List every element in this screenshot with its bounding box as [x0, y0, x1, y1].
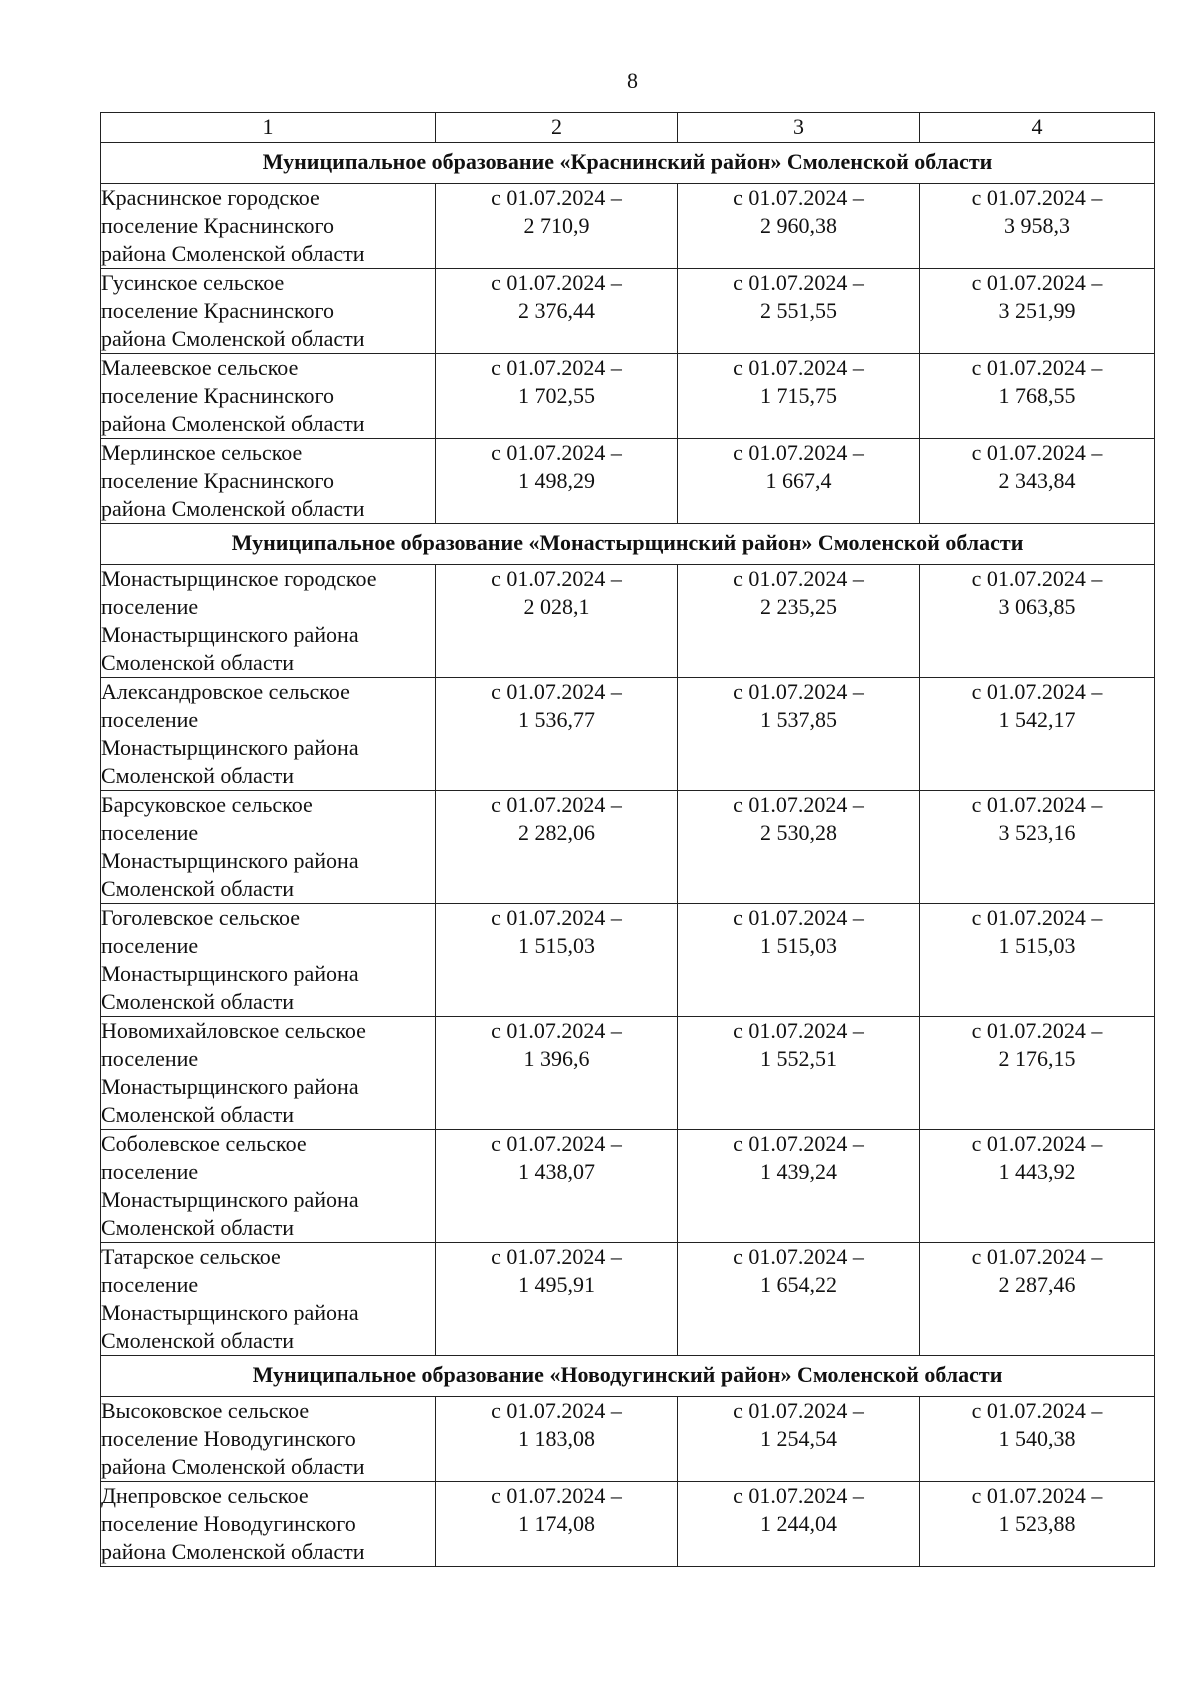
value-cell-col4	[920, 1130, 1155, 1243]
settlement-name-line: района Смоленской области	[101, 496, 365, 521]
settlement-name-cell	[101, 1243, 436, 1356]
settlement-name-line: района Смоленской области	[101, 1454, 365, 1479]
settlement-name-line: Новомихайловское сельское	[101, 1018, 366, 1043]
settlement-name-line: Монастырщинского района	[101, 622, 359, 647]
effective-date: с 01.07.2024 –	[733, 355, 864, 380]
settlement-name-line: Смоленской области	[101, 1328, 294, 1353]
section-title: Муниципальное образование «Новодугинский район» Смоленской области	[101, 1356, 1155, 1397]
tariff-value: 1 515,03	[518, 933, 595, 958]
effective-date: с 01.07.2024 –	[491, 355, 622, 380]
effective-date: с 01.07.2024 –	[971, 1018, 1103, 1043]
value-cell-col3	[678, 678, 920, 791]
settlement-name-cell	[101, 565, 436, 678]
settlement-name-cell	[101, 1017, 436, 1130]
effective-date: с 01.07.2024 –	[491, 440, 622, 465]
tariff-value: 2 176,15	[998, 1046, 1076, 1071]
tariff-value: 1 540,38	[998, 1426, 1076, 1451]
settlement-name-line: поселение Новодугинского	[101, 1426, 356, 1451]
value-cell-col2	[436, 904, 678, 1017]
value-cell-col2	[436, 354, 678, 439]
value-cell-col3	[678, 1243, 920, 1356]
value-cell-col4	[920, 791, 1155, 904]
settlement-name-line: Смоленской области	[101, 1215, 294, 1240]
tariff-value: 1 667,4	[765, 468, 832, 493]
effective-date: с 01.07.2024 –	[733, 1483, 864, 1508]
settlement-name-line: поселение Краснинского	[101, 213, 335, 238]
effective-date: с 01.07.2024 –	[491, 1398, 622, 1423]
settlement-name-cell	[101, 439, 436, 524]
value-cell-col2	[436, 1130, 678, 1243]
value-cell-col2	[436, 1243, 678, 1356]
effective-date: с 01.07.2024 –	[733, 905, 864, 930]
table-row	[101, 1482, 1155, 1567]
settlement-name-line: поселение	[101, 1159, 199, 1184]
tariff-value: 2 343,84	[998, 468, 1076, 493]
settlement-name-line: Смоленской области	[101, 763, 294, 788]
settlement-name-line: поселение Краснинского	[101, 298, 335, 323]
settlement-name-cell	[101, 354, 436, 439]
tariff-value: 2 282,06	[518, 820, 595, 845]
value-cell-col2	[436, 1017, 678, 1130]
effective-date: с 01.07.2024 –	[733, 270, 864, 295]
value-cell-col2	[436, 791, 678, 904]
effective-date: с 01.07.2024 –	[971, 679, 1103, 704]
tariff-value: 1 396,6	[523, 1046, 590, 1071]
table-row	[101, 565, 1155, 678]
column-number-4: 4	[920, 113, 1155, 143]
settlement-name-line: поселение	[101, 1046, 199, 1071]
tariff-value: 2 028,1	[523, 594, 590, 619]
section-title: Муниципальное образование «Монастырщинский район» Смоленской области	[101, 524, 1155, 565]
tariff-value: 1 438,07	[518, 1159, 595, 1184]
effective-date: с 01.07.2024 –	[491, 905, 622, 930]
effective-date: с 01.07.2024 –	[733, 185, 864, 210]
value-cell-col4	[920, 1397, 1155, 1482]
effective-date: с 01.07.2024 –	[733, 1018, 864, 1043]
tariff-value: 2 235,25	[760, 594, 837, 619]
value-cell-col3	[678, 791, 920, 904]
tariff-value: 1 715,75	[760, 383, 837, 408]
value-cell-col3	[678, 184, 920, 269]
table-row	[101, 1130, 1155, 1243]
effective-date: с 01.07.2024 –	[491, 792, 622, 817]
tariff-value: 1 244,04	[760, 1511, 837, 1536]
settlement-name-line: Краснинское городское	[101, 185, 320, 210]
table-row	[101, 1397, 1155, 1482]
section-title: Муниципальное образование «Краснинский район» Смоленской области	[101, 143, 1155, 184]
tariff-value: 1 439,24	[760, 1159, 837, 1184]
effective-date: с 01.07.2024 –	[491, 679, 622, 704]
table-row	[101, 678, 1155, 791]
settlement-name-line: Монастырщинского района	[101, 1074, 359, 1099]
tariff-value: 1 536,77	[518, 707, 595, 732]
value-cell-col2	[436, 1397, 678, 1482]
effective-date: с 01.07.2024 –	[733, 1244, 864, 1269]
page-number: 8	[627, 68, 638, 93]
settlement-name-line: Мерлинское сельское	[101, 440, 303, 465]
effective-date: с 01.07.2024 –	[733, 440, 864, 465]
settlement-name-line: Гоголевское сельское	[101, 905, 301, 930]
tariff-value: 2 287,46	[998, 1272, 1076, 1297]
settlement-name-cell	[101, 1130, 436, 1243]
settlement-name-line: поселение Краснинского	[101, 383, 335, 408]
effective-date: с 01.07.2024 –	[491, 566, 622, 591]
effective-date: с 01.07.2024 –	[733, 566, 864, 591]
tariff-value: 1 768,55	[998, 383, 1076, 408]
effective-date: с 01.07.2024 –	[491, 270, 622, 295]
settlement-name-cell	[101, 184, 436, 269]
tariff-value: 1 183,08	[518, 1426, 595, 1451]
column-number-2: 2	[436, 113, 678, 143]
settlement-name-cell	[101, 678, 436, 791]
effective-date: с 01.07.2024 –	[971, 1131, 1103, 1156]
tariff-value: 1 174,08	[518, 1511, 595, 1536]
settlement-name-line: Монастырщинского района	[101, 1187, 359, 1212]
settlement-name-cell	[101, 269, 436, 354]
value-cell-col3	[678, 1130, 920, 1243]
value-cell-col4	[920, 439, 1155, 524]
settlement-name-cell	[101, 1397, 436, 1482]
settlement-name-line: Барсуковское сельское	[101, 792, 313, 817]
value-cell-col2	[436, 439, 678, 524]
table-row	[101, 354, 1155, 439]
tariff-value: 1 542,17	[998, 707, 1076, 732]
settlement-name-line: Днепровское сельское	[101, 1483, 309, 1508]
tariff-value: 3 958,3	[1004, 213, 1070, 238]
settlement-name-line: Монастырщинское городское	[101, 566, 377, 591]
effective-date: с 01.07.2024 –	[733, 1131, 864, 1156]
settlement-name-line: Соболевское сельское	[101, 1131, 307, 1156]
value-cell-col3	[678, 1397, 920, 1482]
settlement-name-line: поселение Новодугинского	[101, 1511, 356, 1536]
settlement-name-line: района Смоленской области	[101, 1539, 365, 1564]
tariff-value: 2 960,38	[760, 213, 837, 238]
settlement-name-line: Монастырщинского района	[101, 735, 359, 760]
settlement-name-line: Гусинское сельское	[101, 270, 285, 295]
value-cell-col4	[920, 678, 1155, 791]
effective-date: с 01.07.2024 –	[971, 1398, 1103, 1423]
settlement-name-line: Татарское сельское	[101, 1244, 281, 1269]
section-header-row	[101, 1356, 1155, 1397]
section-header-row	[101, 524, 1155, 565]
value-cell-col3	[678, 904, 920, 1017]
tariff-value: 1 254,54	[760, 1426, 837, 1451]
value-cell-col4	[920, 904, 1155, 1017]
effective-date: с 01.07.2024 –	[491, 1131, 622, 1156]
settlement-name-line: поселение	[101, 1272, 199, 1297]
effective-date: с 01.07.2024 –	[491, 1483, 622, 1508]
settlement-name-line: поселение	[101, 820, 199, 845]
value-cell-col3	[678, 269, 920, 354]
value-cell-col4	[920, 184, 1155, 269]
settlement-name-line: Высоковское сельское	[101, 1398, 310, 1423]
settlement-name-line: Монастырщинского района	[101, 1300, 359, 1325]
settlement-name-line: Александровское сельское	[101, 679, 350, 704]
tariff-value: 3 523,16	[998, 820, 1076, 845]
table-row	[101, 269, 1155, 354]
tariff-value: 1 515,03	[760, 933, 837, 958]
table-row	[101, 791, 1155, 904]
settlement-name-cell	[101, 791, 436, 904]
tariff-value: 1 537,85	[760, 707, 837, 732]
column-number-1: 1	[101, 113, 436, 143]
tariff-value: 2 530,28	[760, 820, 837, 845]
value-cell-col4	[920, 269, 1155, 354]
effective-date: с 01.07.2024 –	[971, 270, 1103, 295]
settlement-name-line: Монастырщинского района	[101, 848, 359, 873]
value-cell-col3	[678, 565, 920, 678]
effective-date: с 01.07.2024 –	[491, 1244, 622, 1269]
effective-date: с 01.07.2024 –	[971, 440, 1103, 465]
tariff-table	[100, 112, 1155, 1567]
value-cell-col3	[678, 1017, 920, 1130]
tariff-value: 1 495,91	[518, 1272, 595, 1297]
value-cell-col4	[920, 354, 1155, 439]
tariff-value: 2 710,9	[523, 213, 590, 238]
value-cell-col4	[920, 1243, 1155, 1356]
effective-date: с 01.07.2024 –	[733, 1398, 864, 1423]
settlement-name-line: Монастырщинского района	[101, 961, 359, 986]
table-row	[101, 1243, 1155, 1356]
settlement-name-line: поселение	[101, 933, 199, 958]
table-row	[101, 1017, 1155, 1130]
effective-date: с 01.07.2024 –	[971, 1244, 1103, 1269]
settlement-name-line: поселение Краснинского	[101, 468, 335, 493]
tariff-value: 2 376,44	[518, 298, 595, 323]
settlement-name-line: района Смоленской области	[101, 326, 365, 351]
column-number-row	[101, 113, 1155, 143]
section-header-row	[101, 143, 1155, 184]
value-cell-col4	[920, 565, 1155, 678]
effective-date: с 01.07.2024 –	[971, 905, 1103, 930]
table-row	[101, 439, 1155, 524]
effective-date: с 01.07.2024 –	[491, 1018, 622, 1043]
effective-date: с 01.07.2024 –	[491, 185, 622, 210]
settlement-name-line: Смоленской области	[101, 650, 294, 675]
tariff-value: 3 251,99	[998, 298, 1076, 323]
effective-date: с 01.07.2024 –	[733, 792, 864, 817]
tariff-value: 3 063,85	[998, 594, 1076, 619]
effective-date: с 01.07.2024 –	[971, 566, 1103, 591]
effective-date: с 01.07.2024 –	[971, 1483, 1103, 1508]
value-cell-col3	[678, 1482, 920, 1567]
value-cell-col2	[436, 269, 678, 354]
tariff-value: 1 523,88	[998, 1511, 1076, 1536]
effective-date: с 01.07.2024 –	[971, 792, 1103, 817]
value-cell-col2	[436, 565, 678, 678]
effective-date: с 01.07.2024 –	[971, 185, 1103, 210]
value-cell-col4	[920, 1017, 1155, 1130]
settlement-name-cell	[101, 904, 436, 1017]
table-row	[101, 184, 1155, 269]
settlement-name-line: Малеевское сельское	[101, 355, 299, 380]
settlement-name-line: поселение	[101, 594, 199, 619]
settlement-name-line: района Смоленской области	[101, 411, 365, 436]
tariff-value: 1 443,92	[998, 1159, 1076, 1184]
value-cell-col4	[920, 1482, 1155, 1567]
settlement-name-line: района Смоленской области	[101, 241, 365, 266]
value-cell-col2	[436, 184, 678, 269]
value-cell-col3	[678, 354, 920, 439]
value-cell-col3	[678, 439, 920, 524]
tariff-value: 1 702,55	[518, 383, 595, 408]
effective-date: с 01.07.2024 –	[971, 355, 1103, 380]
settlement-name-line: поселение	[101, 707, 199, 732]
column-number-3: 3	[678, 113, 920, 143]
settlement-name-line: Смоленской области	[101, 1102, 294, 1127]
table-body	[101, 113, 1155, 1567]
tariff-value: 1 552,51	[760, 1046, 837, 1071]
tariff-value: 2 551,55	[760, 298, 837, 323]
effective-date: с 01.07.2024 –	[733, 679, 864, 704]
settlement-name-cell	[101, 1482, 436, 1567]
tariff-value: 1 515,03	[998, 933, 1076, 958]
value-cell-col2	[436, 1482, 678, 1567]
value-cell-col2	[436, 678, 678, 791]
settlement-name-line: Смоленской области	[101, 989, 294, 1014]
tariff-value: 1 654,22	[760, 1272, 837, 1297]
table-row	[101, 904, 1155, 1017]
settlement-name-line: Смоленской области	[101, 876, 294, 901]
tariff-value: 1 498,29	[518, 468, 595, 493]
